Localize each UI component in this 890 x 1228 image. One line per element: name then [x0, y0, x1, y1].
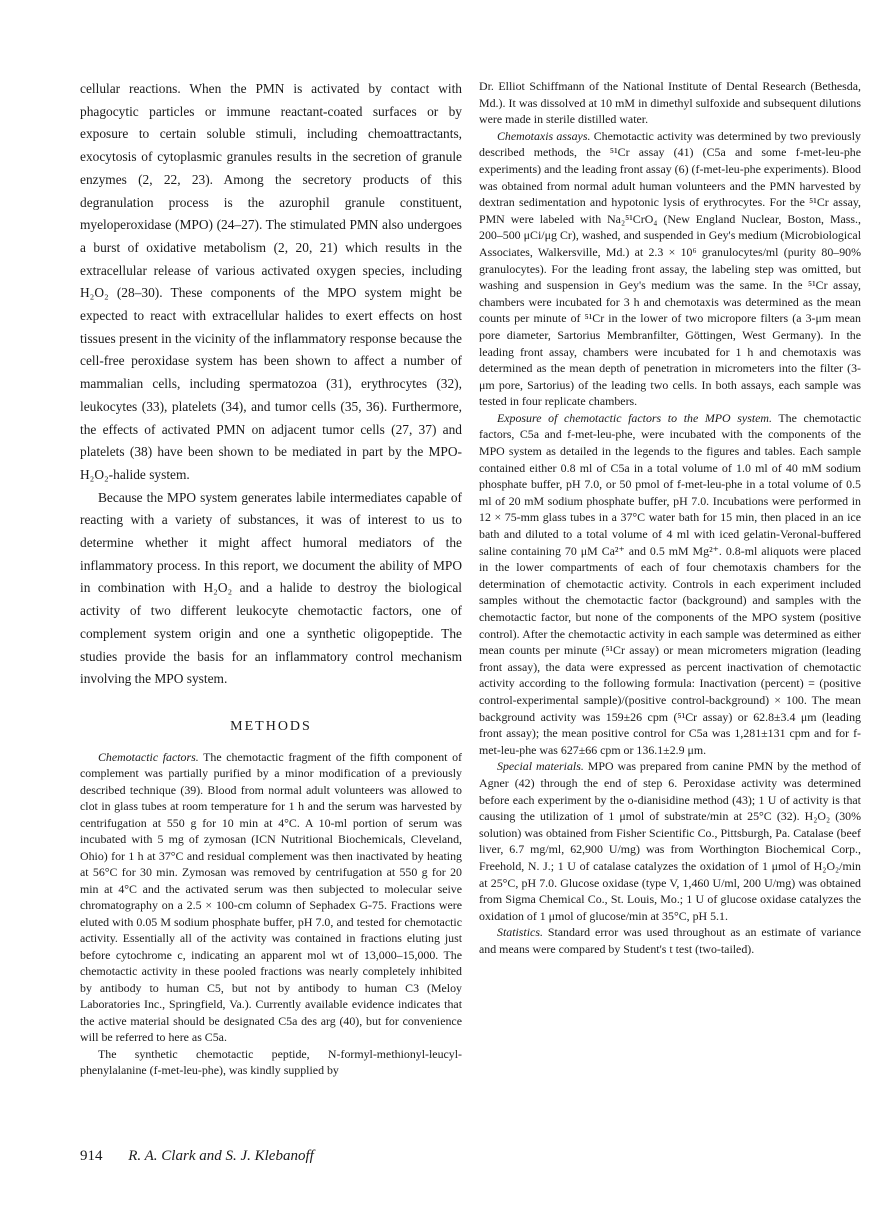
right-column — [479, 78, 861, 957]
left-column — [80, 78, 462, 1079]
synthetic-peptide-paragraph: The synthetic chemotactic peptide, N-formyl-methionyl-leucyl-phenylalanine (f-met-leu-phe), was kindly supplied by — [80, 1046, 462, 1078]
statistics-runin: Statistics. — [497, 925, 543, 940]
chemotaxis-assays-runin: Chemotaxis assays. — [497, 128, 591, 143]
section-heading-methods: METHODS — [230, 718, 312, 734]
statistics-text: Standard error was used throughout as an estimate of variance and means were compared by Student's t test (two-tailed). — [479, 925, 861, 956]
page-number: 914 — [80, 1148, 103, 1164]
continuation-paragraph: Dr. Elliot Schiffmann of the National Institute of Dental Research (Bethesda, Md.). It was dissolved at 10 mM in dimethyl sulfoxide and subsequent dilutions were made in sterile distilled water. — [479, 79, 861, 127]
chemotactic-factors-text: The chemotactic fragment of the fifth component of complement was partially purified by a minor modification of a previously described technique (39). Blood from normal adult volunteers was allowed to clot in glass tubes at room temperature for 1 h and the serum was harvested by centrifugation at 550 g for 10 min at 4°C. A 10-ml portion of serum was incubated with 5 mg of zymosan (ICN Nutritional Biochemicals, Cleveland, Ohio) for 1 h at 37°C and residual complement was then inactivated by heating at 56°C for 30 min. Zymosan was removed by centrifugation at 550 g for 20 min at 4°C and the activated serum was then subjected to molecular seive chromatography on a 2.5 × 100-cm column of Sephadex G-75. Fractions were eluted with 0.05 M sodium phosphate buffer, pH 7.0, and tested for chemotactic activity. Essentially all of the activity was contained in fractions eluting just before cytochrome c, indicating an apparent mol wt of 13,000–15,000. The chemotactic activity in these pooled fractions was nearly completely inhibited by antibody to human C5, but not by antibody to human C3 (Meloy Laboratories Inc., Springfield, Va.). Currently available evidence indicates that the active material should be designated C5a des arg (40), but for convenience will be referred to here as C5a. — [80, 749, 462, 1045]
page-footer — [80, 1148, 314, 1165]
special-materials-text: MPO was prepared from canine PMN by the method of Agner (42) through the end of step 6. Peroxidase activity was determined before each experiment by the o-dianisidine method (43); 1 U of activity is that causing the utilization of 1 μmol of substrate/min at 25°C (32). H₂O₂ (30% solution) was obtained from Fisher Scientific Co., Pittsburgh, Pa. Catalase (beef liver, 6.7 mg/ml, 62,900 U/mg) was from Worthington Biochemical Corp., Freehold, N. J.; 1 U of catalase catalyzes the oxidation of 1 μmol of H₂O₂/min at 25°C, pH 7.0. Glucose oxidase (type V, 1,460 U/ml, 200 U/mg) was obtained from Sigma Chemical Co., St. Louis, Mo.; 1 U of glucose oxidase catalyzes the oxidation of 1 μmol of glucose/min at 35°C, pH 5.1. — [479, 759, 861, 923]
exposure-runin: Exposure of chemotactic factors to the MPO system. — [497, 410, 772, 425]
chemotactic-factors-runin: Chemotactic factors. — [98, 749, 199, 764]
exposure-text: The chemotactic factors, C5a and f-met-leu-phe, were incubated with the components of the MPO system as detailed in the legends to the figures and tables. Each sample contained either 0.8 ml of C5a in a total volume of 1.0 ml of 40 mM sodium phosphate buffer, pH 7.0, or 50 pmol of f-met-leu-phe in a total volume of 0.5 ml of 20 mM sodium phosphate buffer, pH 7.0. Incubations were performed in 12 × 75-mm glass tubes in a 37°C water bath for 15 min, then placed in an ice bath and diluted to a total volume of 4 ml with iced gelatin-Veronal-buffered saline containing 70 μM Ca²⁺ and 0.5 mM Mg²⁺. 0.8-ml aliquots were placed in the lower compartments of each of four chemotaxis chambers for the determination of chemotactic activity. Controls in each experiment included samples without the chemotactic factor (background) and samples with the chemotactic factor, but none of the components of the MPO system (positive control). After the chemotactic activity in each sample was determined as either mean counts per minute (⁵¹Cr assay) or mean micrometers migration (leading front assay), the data were expressed as percent inactivation of chemotactic activity according to the following formula: Inactivation (percent) = (positive control-experimental sample)/(positive control-background) × 100. The mean background activity was 159±26 cpm (⁵¹Cr assay) or 62.8±3.4 μm (leading front assay); the mean positive control for C5a was 1,281±131 cpm and for f-met-leu-phe was 627±66 cpm or 136.1±2.9 μm. — [479, 410, 861, 757]
special-materials-runin: Special materials. — [497, 759, 584, 774]
chemotaxis-assays-paragraph — [479, 128, 861, 410]
intro-paragraph-2: Because the MPO system generates labile intermediates capable of reacting with a variety of substances, it was of interest to us to determine whether it might affect humoral mediators of the inflammatory process. In this report, we document the ability of MPO in combination with H₂O₂ and a halide to destroy the biological activity of two different leukocyte chemotactic factors, one of complement system origin and one a synthetic oligopeptide. The studies provide the basis for an inflammatory control mechanism involving the MPO system. — [80, 489, 462, 687]
special-materials-paragraph — [479, 758, 861, 924]
exposure-paragraph — [479, 410, 861, 758]
intro-paragraph-1: cellular reactions. When the PMN is activated by contact with phagocytic particles or immune reactant-coated surfaces or by exposure to certain soluble stimuli, including chemoattractants, exocytosis of cytoplasmic granules results in the secretion of granule enzymes (2, 22, 23). Among the secretory products of this degranulation process is the azurophil granule constituent, myeloperoxidase (MPO) (24–27). The stimulated PMN also undergoes a burst of oxidative metabolism (2, 20, 21) which results in the extracellular release of various activated oxygen species, including H₂O₂ (28–30). These components of the MPO system might be expected to react with extracellular halides to exert effects on host tissues present in the vicinity of the inflammatory response because the cell-free peroxidase system has been shown to affect a number of mammalian cells, including spermatozoa (31), erythrocytes (32), leukocytes (33), platelets (34), and tumor cells (35, 36). Furthermore, the effects of activated PMN on adjacent tumor cells (27, 37) and platelets (38) have been shown to be mediated in part by the MPO-H₂O₂-halide system. — [80, 81, 462, 482]
statistics-paragraph — [479, 924, 861, 957]
running-authors: R. A. Clark and S. J. Klebanoff — [128, 1148, 314, 1164]
chemotactic-factors-paragraph — [80, 749, 462, 1046]
chemotaxis-assays-text: Chemotactic activity was determined by two previously described methods, the ⁵¹Cr assay (41) (C5a and some f-met-leu-phe experiments) and the leading front assay (6) (f-met-leu-phe experiments). Blood was obtained from normal adult human volunteers and the PMN harvested by dextran sedimentation and hypotonic lysis of erythrocytes. For the ⁵¹Cr assay, PMN were labeled with Na₂⁵¹CrO₄ (New England Nuclear, Boston, Mass., 200–500 μCi/μg Cr), washed, and suspended in Gey's medium (Microbiological Associates, Walkersville, Md.) at 2.3 × 10⁶ granulocytes/ml (purity 80–90% granulocytes). For the leading front assay, the labeling step was omitted, but washing and suspension in Gey's medium was the same. In the ⁵¹Cr assay, chambers were incubated for 3 h and chemotaxis was determined as the mean counts per minute of ⁵¹Cr in the lower of two micropore filters (a 3-μm mean pore diameter, Sartorius Membranfilter, Göttingen, West Germany). In the leading front assay, chambers were incubated for 1 h and chemotaxis was determined as the mean depth of penetration in micrometers into the filter (3-μm pore, Sartorius) of the leading two cells. In both assays, each sample was tested in four replicate chambers. — [479, 128, 862, 409]
